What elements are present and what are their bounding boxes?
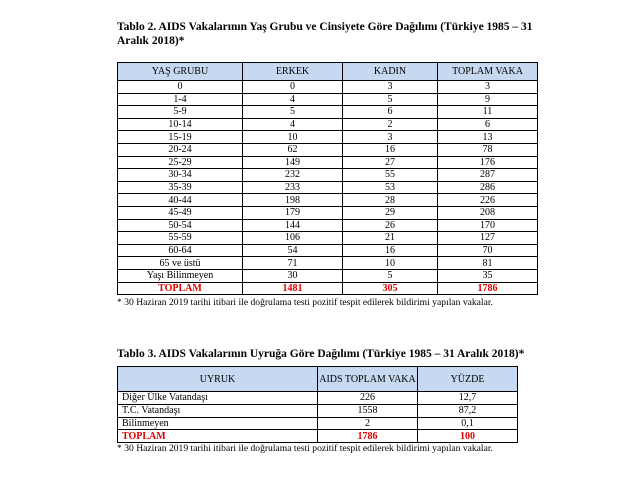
value-cell: 21 [343, 232, 438, 245]
row-label-cell: 10-14 [118, 118, 243, 131]
table3-caption: Tablo 3. AIDS Vakalarının Uyruğa Göre Dağılımı (Türkiye 1985 – 31 Aralık 2018)* [117, 348, 525, 360]
value-cell: 71 [243, 257, 343, 270]
row-label-cell: 55-59 [118, 232, 243, 245]
value-cell: 53 [343, 181, 438, 194]
table-row [118, 257, 538, 270]
table2-caption: Tablo 2. AIDS Vakalarının Yaş Grubu ve Cinsiyete Göre Dağılımı (Türkiye 1985 – 31 Aralık 2018)* [117, 21, 533, 47]
row-label-cell: 40-44 [118, 194, 243, 207]
value-cell: 4 [243, 93, 343, 106]
value-cell: 5 [243, 106, 343, 119]
value-cell: 1558 [318, 404, 418, 417]
row-label-cell: Diğer Ülke Vatandaşı [118, 392, 318, 405]
value-cell: 70 [438, 244, 538, 257]
row-label-cell: Yaşı Bilinmeyen [118, 269, 243, 282]
age-gender-table [117, 62, 538, 295]
value-cell: 10 [343, 257, 438, 270]
row-label-cell: TOPLAM [118, 282, 243, 295]
header-nationality: UYRUK [118, 367, 318, 392]
value-cell: 176 [438, 156, 538, 169]
table-row [118, 404, 518, 417]
value-cell: 27 [343, 156, 438, 169]
value-cell: 5 [343, 93, 438, 106]
value-cell: 286 [438, 181, 538, 194]
table-row [118, 206, 538, 219]
value-cell: 6 [438, 118, 538, 131]
header-percentage: YÜZDE [418, 367, 518, 392]
value-cell: 198 [243, 194, 343, 207]
table-row [118, 93, 538, 106]
table-header-row [118, 367, 518, 392]
value-cell: 12,7 [418, 392, 518, 405]
value-cell: 2 [318, 417, 418, 430]
value-cell: 81 [438, 257, 538, 270]
row-label-cell: 15-19 [118, 131, 243, 144]
row-label-cell: TOPLAM [118, 430, 318, 443]
row-label-cell: 25-29 [118, 156, 243, 169]
value-cell: 26 [343, 219, 438, 232]
value-cell: 30 [243, 269, 343, 282]
value-cell: 11 [438, 106, 538, 119]
row-label-cell: 1-4 [118, 93, 243, 106]
header-age-group: YAŞ GRUBU [118, 63, 243, 81]
total-row [118, 282, 538, 295]
table-row [118, 81, 538, 94]
value-cell: 127 [438, 232, 538, 245]
value-cell: 1481 [243, 282, 343, 295]
value-cell: 1786 [438, 282, 538, 295]
value-cell: 78 [438, 143, 538, 156]
value-cell: 305 [343, 282, 438, 295]
value-cell: 233 [243, 181, 343, 194]
value-cell: 1786 [318, 430, 418, 443]
value-cell: 100 [418, 430, 518, 443]
value-cell: 6 [343, 106, 438, 119]
value-cell: 62 [243, 143, 343, 156]
table-row [118, 392, 518, 405]
row-label-cell: 65 ve üstü [118, 257, 243, 270]
table-row [118, 194, 538, 207]
value-cell: 170 [438, 219, 538, 232]
table-row [118, 244, 538, 257]
table-row [118, 417, 518, 430]
value-cell: 29 [343, 206, 438, 219]
row-label-cell: 35-39 [118, 181, 243, 194]
value-cell: 287 [438, 169, 538, 182]
value-cell: 13 [438, 131, 538, 144]
row-label-cell: 50-54 [118, 219, 243, 232]
value-cell: 3 [343, 81, 438, 94]
row-label-cell: 5-9 [118, 106, 243, 119]
value-cell: 226 [438, 194, 538, 207]
value-cell: 144 [243, 219, 343, 232]
nationality-table [117, 366, 518, 443]
value-cell: 226 [318, 392, 418, 405]
value-cell: 28 [343, 194, 438, 207]
table-header-row [118, 63, 538, 81]
table-row [118, 232, 538, 245]
value-cell: 10 [243, 131, 343, 144]
row-label-cell: 60-64 [118, 244, 243, 257]
row-label-cell: 0 [118, 81, 243, 94]
value-cell: 2 [343, 118, 438, 131]
value-cell: 149 [243, 156, 343, 169]
table-row [118, 181, 538, 194]
value-cell: 106 [243, 232, 343, 245]
value-cell: 208 [438, 206, 538, 219]
table-row [118, 118, 538, 131]
table-row [118, 143, 538, 156]
row-label-cell: 45-49 [118, 206, 243, 219]
row-label-cell: 20-24 [118, 143, 243, 156]
value-cell: 87,2 [418, 404, 518, 417]
value-cell: 0,1 [418, 417, 518, 430]
row-label-cell: 30-34 [118, 169, 243, 182]
table2-footnote: * 30 Haziran 2019 tarihi itibari ile doğrulama testi pozitif tespit edilerek bildirimi yapılan vakalar. [117, 297, 493, 308]
value-cell: 5 [343, 269, 438, 282]
row-label-cell: Bilinmeyen [118, 417, 318, 430]
header-total-aids-cases: AIDS TOPLAM VAKA [318, 367, 418, 392]
table-row [118, 156, 538, 169]
value-cell: 35 [438, 269, 538, 282]
header-total-cases: TOPLAM VAKA [438, 63, 538, 81]
value-cell: 16 [343, 244, 438, 257]
value-cell: 9 [438, 93, 538, 106]
total-row [118, 430, 518, 443]
table-row [118, 131, 538, 144]
value-cell: 4 [243, 118, 343, 131]
table-row [118, 106, 538, 119]
row-label-cell: T.C. Vatandaşı [118, 404, 318, 417]
value-cell: 3 [343, 131, 438, 144]
value-cell: 0 [243, 81, 343, 94]
header-female: KADIN [343, 63, 438, 81]
header-male: ERKEK [243, 63, 343, 81]
value-cell: 232 [243, 169, 343, 182]
table-row [118, 269, 538, 282]
table-row [118, 169, 538, 182]
value-cell: 16 [343, 143, 438, 156]
table3-footnote: * 30 Haziran 2019 tarihi itibari ile doğrulama testi pozitif tespit edilerek bildirimi yapılan vakalar. [117, 443, 493, 454]
table-row [118, 219, 538, 232]
value-cell: 3 [438, 81, 538, 94]
value-cell: 179 [243, 206, 343, 219]
value-cell: 54 [243, 244, 343, 257]
value-cell: 55 [343, 169, 438, 182]
